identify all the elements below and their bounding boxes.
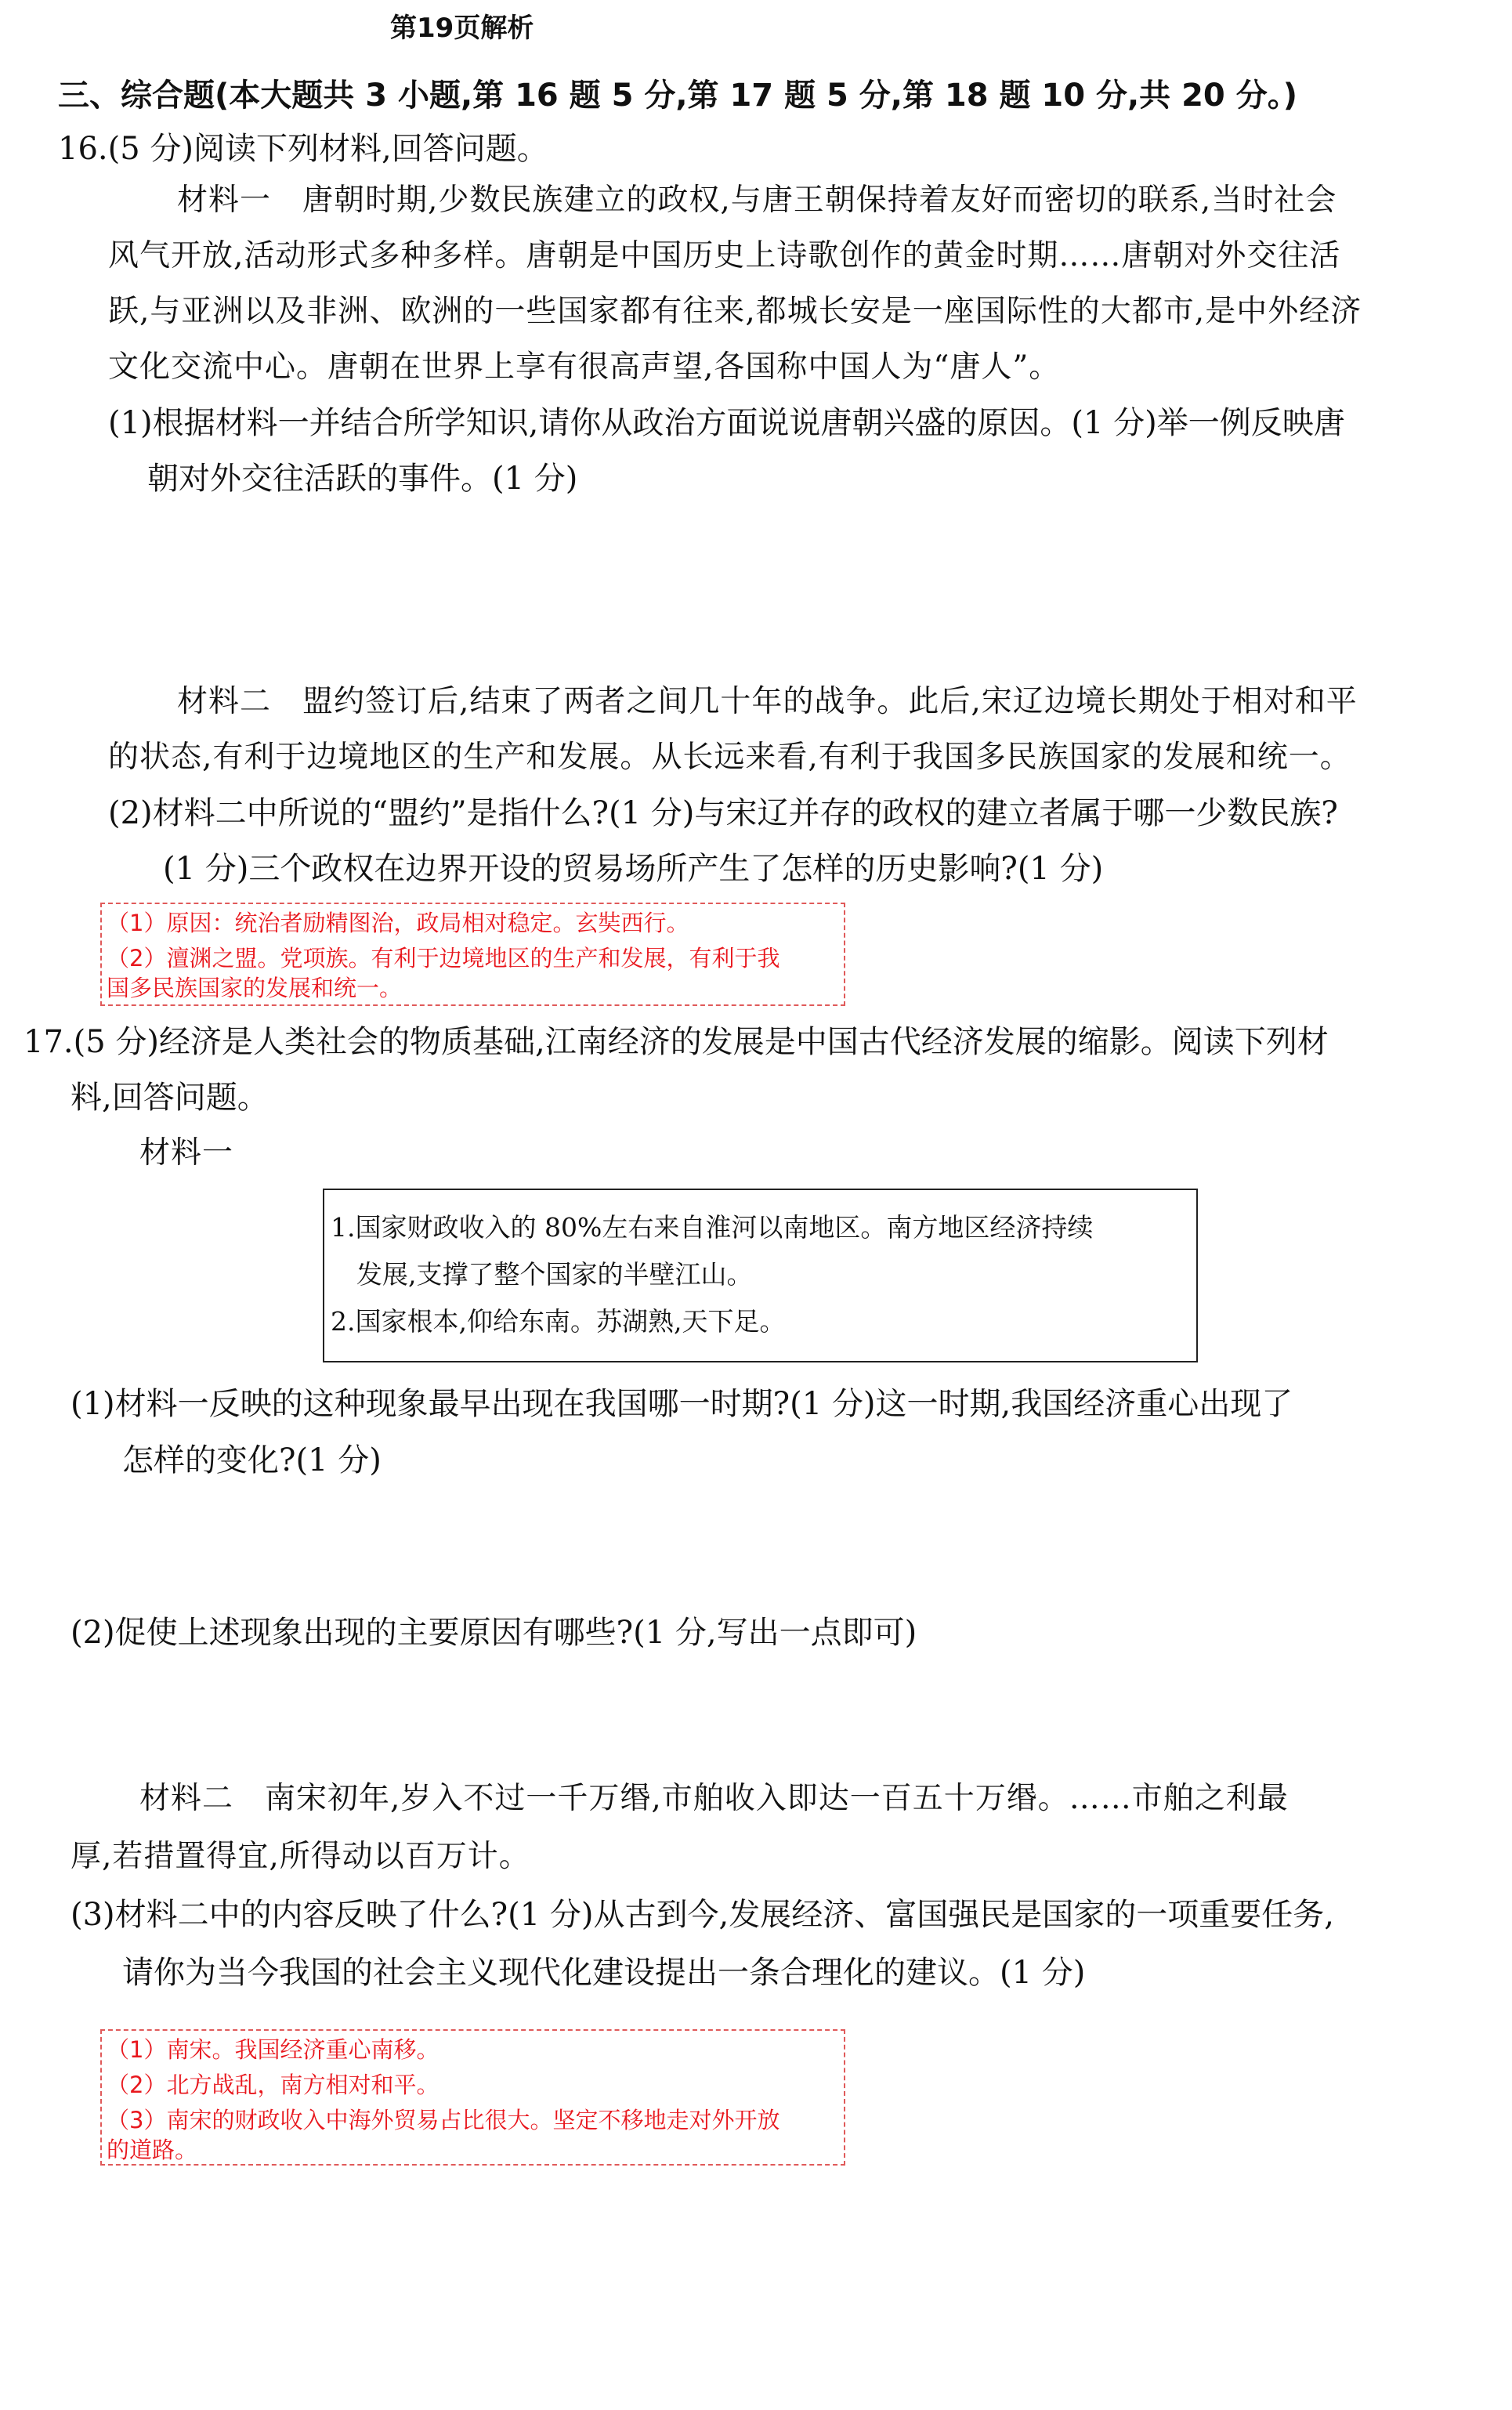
- q16-material2-line: 材料二 盟约签订后,结束了两者之间几十年的战争。此后,宋辽边境长期处于相对和平: [177, 684, 1358, 719]
- q16-material1-line: 材料一 唐朝时期,少数民族建立的政权,与唐王朝保持着友好而密切的联系,当时社会: [177, 183, 1337, 218]
- answer-line: （2）北方战乱，南方相对和平。: [107, 2072, 439, 2098]
- q16-sub1-line: 朝对外交往活跃的事件。(1 分): [147, 461, 578, 497]
- q16-material2-line: 的状态,有利于边境地区的生产和发展。从长远来看,有利于我国多民族国家的发展和统一。: [108, 740, 1351, 775]
- q17-sub2: (2)促使上述现象出现的主要原因有哪些?(1 分,写出一点即可): [71, 1615, 917, 1651]
- answer-line: （1）南宋。我国经济重心南移。: [107, 2036, 439, 2063]
- q17-stem-line: 料,回答问题。: [71, 1080, 269, 1116]
- answer-line: （1）原因：统治者励精图治，政局相对稳定。玄奘西行。: [107, 910, 689, 936]
- page-header: 第19页解析: [390, 13, 534, 44]
- material1-box-line: 1.国家财政收入的 80%左右来自淮河以南地区。南方地区经济持续: [331, 1212, 1094, 1243]
- q17-sub3-line: (3)材料二中的内容反映了什么?(1 分)从古到今,发展经济、富国强民是国家的一项重要任务,: [71, 1897, 1334, 1933]
- q16-material1-line: 风气开放,活动形式多种多样。唐朝是中国历史上诗歌创作的黄金时期……唐朝对外交往活: [108, 238, 1341, 273]
- q16-sub1-line: (1)根据材料一并结合所学知识,请你从政治方面说说唐朝兴盛的原因。(1 分)举一例反映唐: [108, 405, 1345, 441]
- material1-box-line: 发展,支撑了整个国家的半壁江山。: [331, 1259, 753, 1290]
- q17-answer-box: [100, 2029, 845, 2166]
- answer-line: （3）南宋的财政收入中海外贸易占比很大。坚定不移地走对外开放: [107, 2107, 780, 2133]
- q17-sub1-line: 怎样的变化?(1 分): [122, 1442, 382, 1478]
- q17-sub1-line: (1)材料一反映的这种现象最早出现在我国哪一时期?(1 分)这一时期,我国经济重心出现了: [71, 1386, 1293, 1422]
- q17-sub3-line: 请你为当今我国的社会主义现代化建设提出一条合理化的建议。(1 分): [122, 1955, 1086, 1991]
- q17-stem-line: 17.(5 分)经济是人类社会的物质基础,江南经济的发展是中国古代经济发展的缩影。阅读下列材: [24, 1024, 1329, 1060]
- q17-material1-label: 材料一: [139, 1135, 234, 1171]
- answer-line: 国多民族国家的发展和统一。: [107, 975, 403, 1001]
- q16-material1-line: 文化交流中心。唐朝在世界上享有很高声望,各国称中国人为“唐人”。: [108, 349, 1061, 385]
- q16-material1-line: 跃,与亚洲以及非洲、欧洲的一些国家都有往来,都城长安是一座国际性的大都市,是中外经济: [108, 294, 1362, 329]
- q16-sub2-line: (2)材料二中所说的“盟约”是指什么?(1 分)与宋辽并存的政权的建立者属于哪一少数民族?: [108, 795, 1338, 831]
- material1-box-line: 2.国家根本,仰给东南。苏湖熟,天下足。: [331, 1306, 786, 1337]
- answer-line: （2）澶渊之盟。党项族。有利于边境地区的生产和发展，有利于我: [107, 945, 780, 972]
- answer-line: 的道路。: [107, 2137, 198, 2163]
- q16-stem: 16.(5 分)阅读下列材料,回答问题。: [58, 131, 548, 167]
- q17-material2-line: 材料二 南宋初年,岁入不过一千万缗,市舶收入即达一百五十万缗。……市舶之利最: [139, 1781, 1289, 1816]
- q16-sub2-line: (1 分)三个政权在边界开设的贸易场所产生了怎样的历史影响?(1 分): [163, 851, 1104, 887]
- q17-material2-line: 厚,若措置得宜,所得动以百万计。: [71, 1839, 530, 1874]
- q16-answer-box: [100, 903, 845, 1006]
- section-title: 三、综合题(本大题共 3 小题,第 16 题 5 分,第 17 题 5 分,第 18 题 10 分,共 20 分。): [58, 78, 1297, 114]
- q17-material1-box: [323, 1189, 1198, 1362]
